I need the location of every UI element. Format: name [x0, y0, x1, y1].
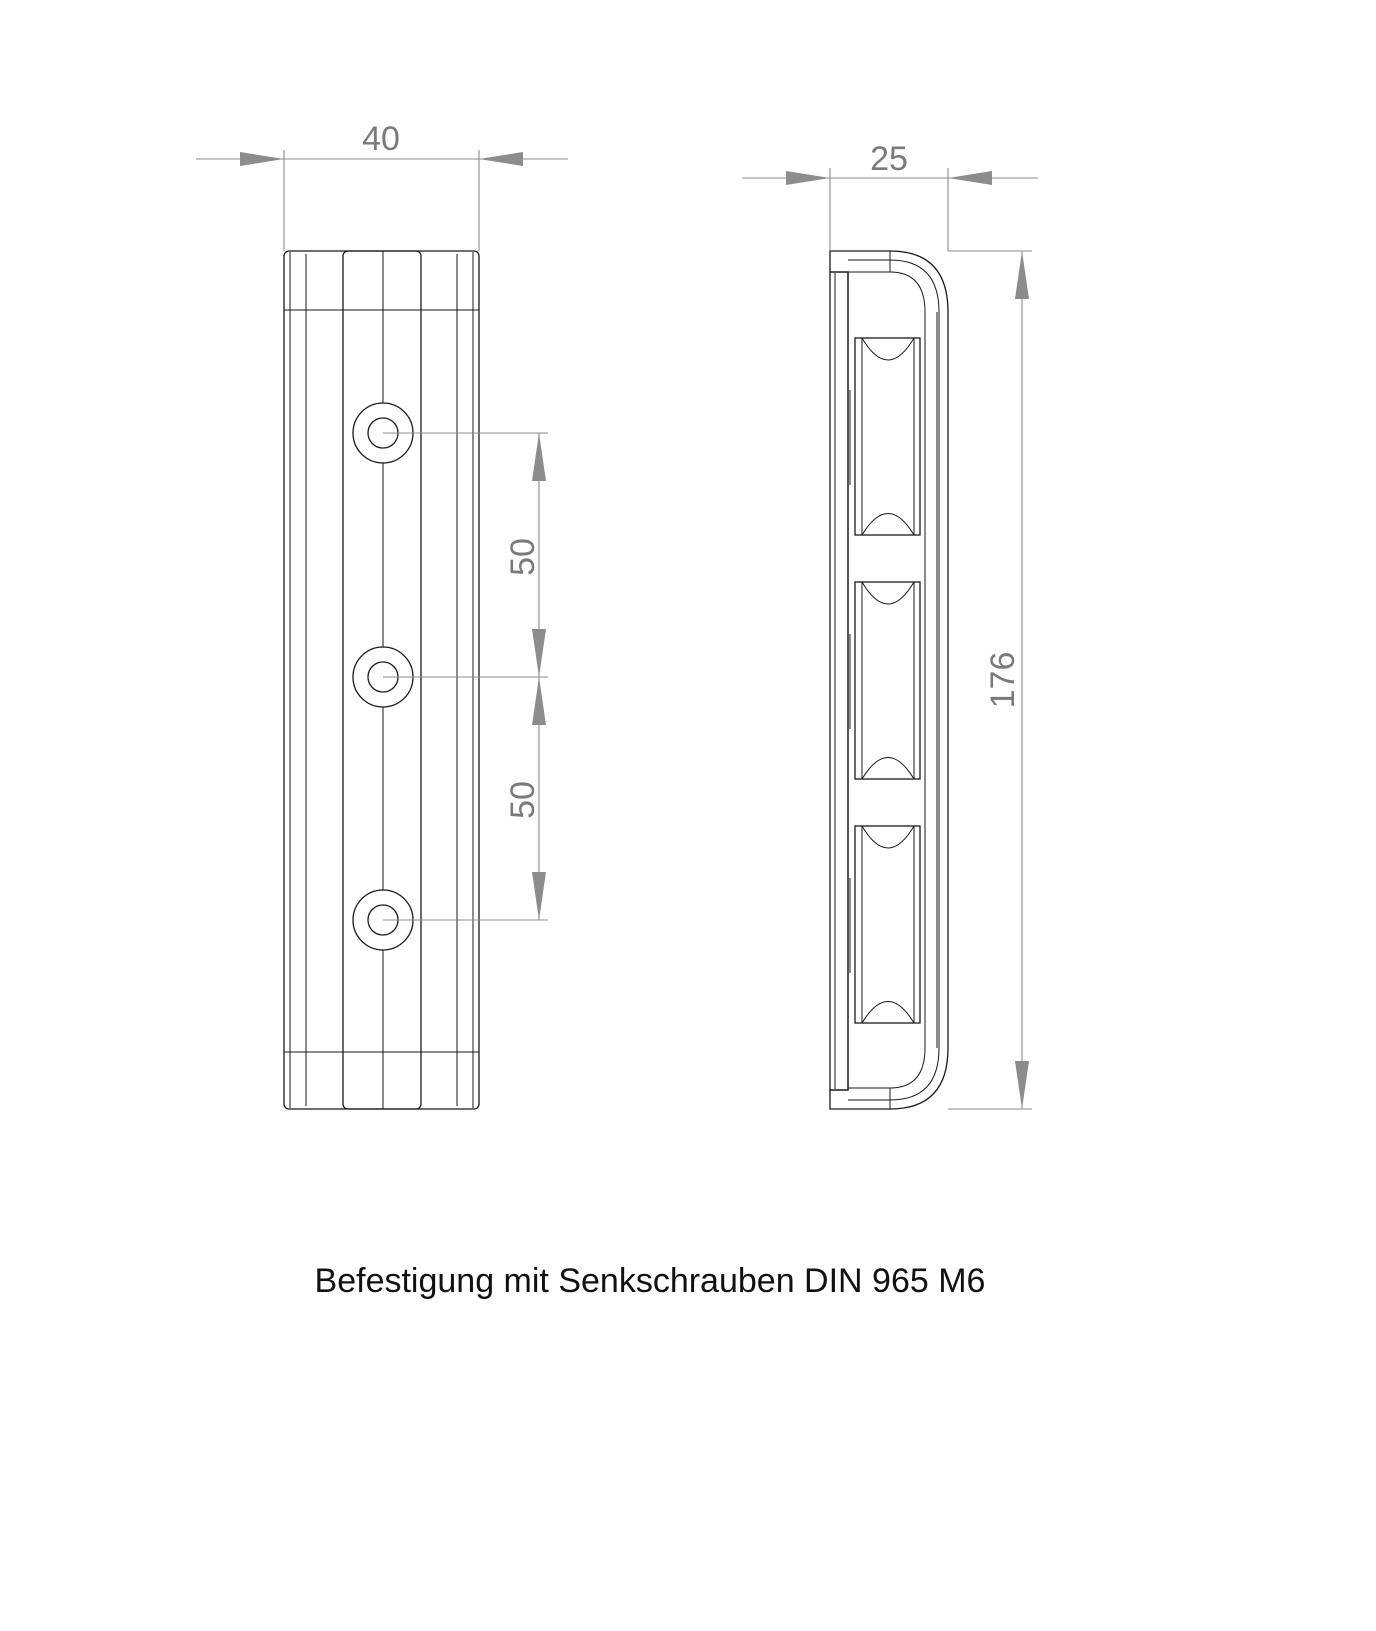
dim-label-front-width: 40 [362, 120, 400, 158]
side-base-plate [830, 272, 848, 1090]
dim-side-depth [742, 140, 1038, 251]
dim-label-hole-spacing-lower: 50 [504, 781, 542, 819]
dim-label-total-length: 176 [984, 651, 1022, 709]
roller-2 [850, 582, 925, 779]
dim-hole-spacing [383, 433, 548, 920]
drawing-caption: Befestigung mit Senkschrauben DIN 965 M6 [314, 1262, 986, 1300]
front-view [284, 251, 479, 1109]
dim-label-side-depth: 25 [870, 140, 908, 178]
side-housing-outline [830, 251, 948, 1109]
roller-1 [850, 338, 925, 535]
dim-total-length [948, 251, 1032, 1109]
dim-front-width [196, 120, 568, 251]
roller-3 [850, 826, 925, 1023]
dim-label-hole-spacing-upper: 50 [504, 538, 542, 576]
side-view [830, 251, 948, 1109]
